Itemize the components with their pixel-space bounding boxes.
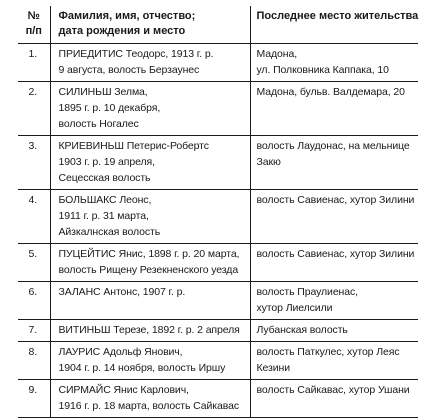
person-cell [50,190,250,244]
table-row [18,320,418,342]
header-name-line: дата рождения и место [58,25,186,37]
address-line: Мадона, бульв. Валдемара, 20 [256,86,405,98]
table-row [18,190,418,244]
person-line: ЗАЛАНС Антонс, 1907 г. р. [58,286,186,298]
person-cell [50,320,250,342]
address-line: Кезини [256,362,290,374]
address-line: волость Савиенас, хутор Зилини [256,248,415,260]
row-number: 1. [18,44,50,82]
document-page [18,6,418,418]
table-row [18,244,418,282]
table-row [18,82,418,136]
person-line: 1903 г. р. 19 апреля, [58,156,155,168]
address-cell [250,190,418,244]
person-cell [50,136,250,190]
person-line: БОЛЬШАКС Леонс, [58,194,152,206]
row-number: 6. [18,282,50,320]
address-cell [250,244,418,282]
table-row [18,342,418,380]
row-number: 2. [18,82,50,136]
person-cell [50,44,250,82]
address-line: волость Сайкавас, хутор Ушани [256,384,410,396]
row-number: 8. [18,342,50,380]
person-line: ПУЦЕЙТИС Янис, 1898 г. р. 20 марта, [58,248,240,260]
person-line: ЛАУРИС Адольф Янович, [58,346,183,358]
address-line: Лубанская волость [256,324,348,336]
row-number: 5. [18,244,50,282]
person-line: ВИТИНЬШ Терезе, 1892 г. р. 2 апреля [58,324,240,336]
table-row [18,44,418,82]
header-address-line: Последнее место жительства [256,10,419,22]
address-line: волость Паткулес, хутор Леяс [256,346,400,358]
person-line: КРИЕВИНЬШ Петерис-Робертс [58,140,209,152]
address-line: ул. Полковника Каппака, 10 [256,64,389,76]
person-cell [50,82,250,136]
row-number: 4. [18,190,50,244]
person-line: Сецесская волость [58,172,151,184]
person-line: 1904 г. р. 14 ноября, волость Иршу [58,362,226,374]
header-name-line: Фамилия, имя, отчество; [58,10,196,22]
header-number-line: п/п [25,25,42,37]
address-line: волость Праулиенас, [256,286,358,298]
header-number [18,6,50,44]
person-cell [50,342,250,380]
address-cell [250,320,418,342]
address-cell [250,82,418,136]
person-line: СИРМАЙС Янис Карлович, [58,384,189,396]
person-line: Айзкалнская волость [58,226,161,238]
person-line: СИЛИНЬШ Зелма, [58,86,148,98]
row-number: 9. [18,380,50,418]
table-body [18,44,418,418]
person-line: 1895 г. р. 10 декабря, [58,102,161,114]
table-row [18,380,418,418]
address-line: хутор Лиелсили [256,302,333,314]
header-number-line: № [27,10,40,22]
table-row [18,282,418,320]
person-cell [50,380,250,418]
header-name [50,6,250,44]
address-line: Закю [256,156,281,168]
row-number: 7. [18,320,50,342]
address-cell [250,342,418,380]
row-number: 3. [18,136,50,190]
person-cell [50,244,250,282]
person-line: волость Ногалес [58,118,139,130]
person-line: 9 августа, волость Берзаунес [58,64,200,76]
person-line: 1911 г. р. 31 марта, [58,210,149,222]
address-line: волость Савиенас, хутор Зилини [256,194,415,206]
header-address [250,6,418,44]
address-line: волость Лаудонас, на мельнице [256,140,410,152]
address-cell [250,282,418,320]
table-row [18,136,418,190]
address-cell [250,136,418,190]
person-line: 1916 г. р. 18 марта, волость Сайкавас [58,400,239,412]
victims-table [18,6,418,418]
address-cell [250,44,418,82]
person-cell [50,282,250,320]
header-row [18,6,418,44]
table-header [18,6,418,44]
address-line: Мадона, [256,48,298,60]
person-line: ПРИЕДИТИС Теодорс, 1913 г. р. [58,48,214,60]
person-line: волость Рищену Резекненского уезда [58,264,239,276]
address-cell [250,380,418,418]
